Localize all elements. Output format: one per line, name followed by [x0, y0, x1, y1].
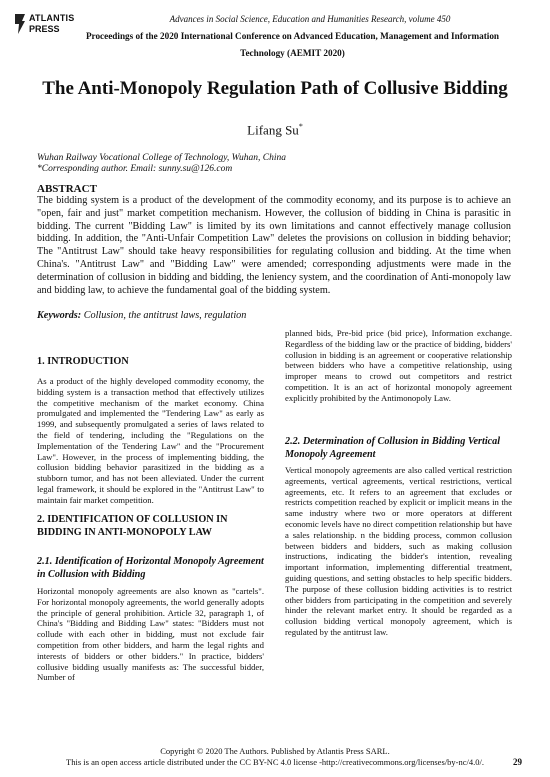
logo-line1: ATLANTIS — [29, 13, 75, 23]
section-2-heading: 2. IDENTIFICATION OF COLLUSION IN BIDDING IN ANTI-MONOPOLY LAW — [37, 514, 228, 538]
logo-line2: PRESS — [29, 24, 60, 34]
paper-title: The Anti-Monopoly Regulation Path of Collusive Bidding — [42, 78, 508, 99]
keywords — [37, 310, 511, 321]
page-number: 29 — [513, 757, 522, 767]
author-name: Lifang Su — [247, 122, 299, 138]
section-2-1-continued-text: planned bids, Pre-bid price (bid price), Information exchange. Regardless of the bidding law or the practice of bidding, bidders' collusion in bidding is an agreement or cooperative relationship between bidders who have a competitive relationship, using improper means to crowd out competitors and restrict competition. It is an act of horizontal monopoly agreement explicitly prohibited by the Antimonopoly Law. — [285, 328, 512, 403]
footer-copyright: Copyright © 2020 The Authors. Published by Atlantis Press SARL. — [160, 746, 390, 756]
author-mark: * — [298, 122, 303, 131]
section-1-text: As a product of the highly developed commodity economy, the bidding system is a transaction method that effectively utilizes the competitive mechanism of the market economy. China promulgated and implemented the "Tendering Law" as early as 1999, and subsequently promulgated a series of laws related to the field of tendering, including the "Regulations on the Implementation of the Tendering Law" and the "Procurement Law". However, in the process of implementing bidding, the collusion bidding behavior parasitized in the bidding as a stubborn tumor, and has not been alleviated. Under the current legal framework, it should be explored in the "Antitrust Law" to maintain fair market competition. — [37, 376, 264, 505]
section-2-1-text: Horizontal monopoly agreements are also known as "cartels". For horizontal monopoly agreements, the world generally adopts the principle of general prohibition. Article 32, paragraph 1, of China's "Bidding and Bidding Law" states: "Bidders must not collude with each other in bidding, must not exclude fair competition from other bidders, and harm the legal rights and interests of bidders or other bidders." In practice, bidders' collusive bidding usually manifests as: The successful bidder, Number of — [37, 586, 264, 683]
footer-license: This is an open access article distributed under the CC BY-NC 4.0 license -http://creativecommons.org/licenses/by-nc/4.0/. — [66, 756, 484, 767]
section-2-2-text: Vertical monopoly agreements are also called vertical restriction agreements, vertical agreements, vertical restrictions, vertical agreements, etc. It refers to an agreement that excludes or restricts competition reached by explicit or implicit means in the same industry where two or more operators at different economic levels have no direct competition relationship but have a sales relationship. n the bidding process, common collusion between bidders and bidders, such as making collusion instructions, indicating the bidder's intention, revealing important information, implementing differential treatment, guiding questions, and setting obstacles to help specific bidders. The purpose of these collusion bidding activities is to restrict other bidders from participating in the competition and severely hinder the relevant market entry. It should be regarded as a collusion bidding vertical monopoly agreement, which is regulated by the antitrust law. — [285, 465, 512, 637]
keywords-text: Collusion, the antitrust laws, regulation — [83, 310, 247, 321]
affiliation-block — [37, 153, 286, 175]
series-line: Advances in Social Science, Education and Humanities Research, volume 450 — [169, 14, 451, 24]
proceedings-line: Proceedings of the 2020 International Conference on Advanced Education, Management and Information Technology (AEMIT 2020) — [85, 31, 500, 58]
corresponding-author: *Corresponding author. Email: sunny.su@126.com — [37, 164, 233, 174]
section-1-heading: 1. INTRODUCTION — [37, 356, 129, 367]
section-2-1-heading: 2.1. Identification of Horizontal Monopoly Agreement in Collusion with Bidding — [37, 556, 264, 580]
abstract-heading: ABSTRACT — [37, 183, 97, 195]
affiliation: Wuhan Railway Vocational College of Technology, Wuhan, China — [37, 153, 287, 163]
logo-sail-icon — [13, 12, 27, 36]
footer — [40, 746, 510, 767]
author — [40, 122, 510, 138]
section-2-2-heading: 2.2. Determination of Collusion in Bidding Vertical Monopoly Agreement — [285, 436, 501, 460]
atlantis-press-logo — [13, 12, 73, 38]
abstract-text: The bidding system is a product of the development of the commodity economy, and its purpose is to achieve an "open, fair and just" market competition mechanism. However, the collusion of bidding in China is parasitic in bidding. The current "Bidding Law" is limited by its own limitations and cannot effectively manage collusion bidding. In addition, the "Anti-Unfair Competition Law" deletes the provisions on collusion in bidding behavior; The "Antitrust Law" should take heavy responsibilities for regulating collusion and bidding. At the time when China's. "Antitrust Law" and "Bidding Law" were amended; corresponding adjustments were made in the determination of collusion in bidding and bidding, the leniency system, and the coordination of Anti-monopoly law and bidding law, to achieve the fundamental goal of the bidding system. — [37, 195, 511, 296]
keywords-label: Keywords: — [37, 310, 82, 321]
